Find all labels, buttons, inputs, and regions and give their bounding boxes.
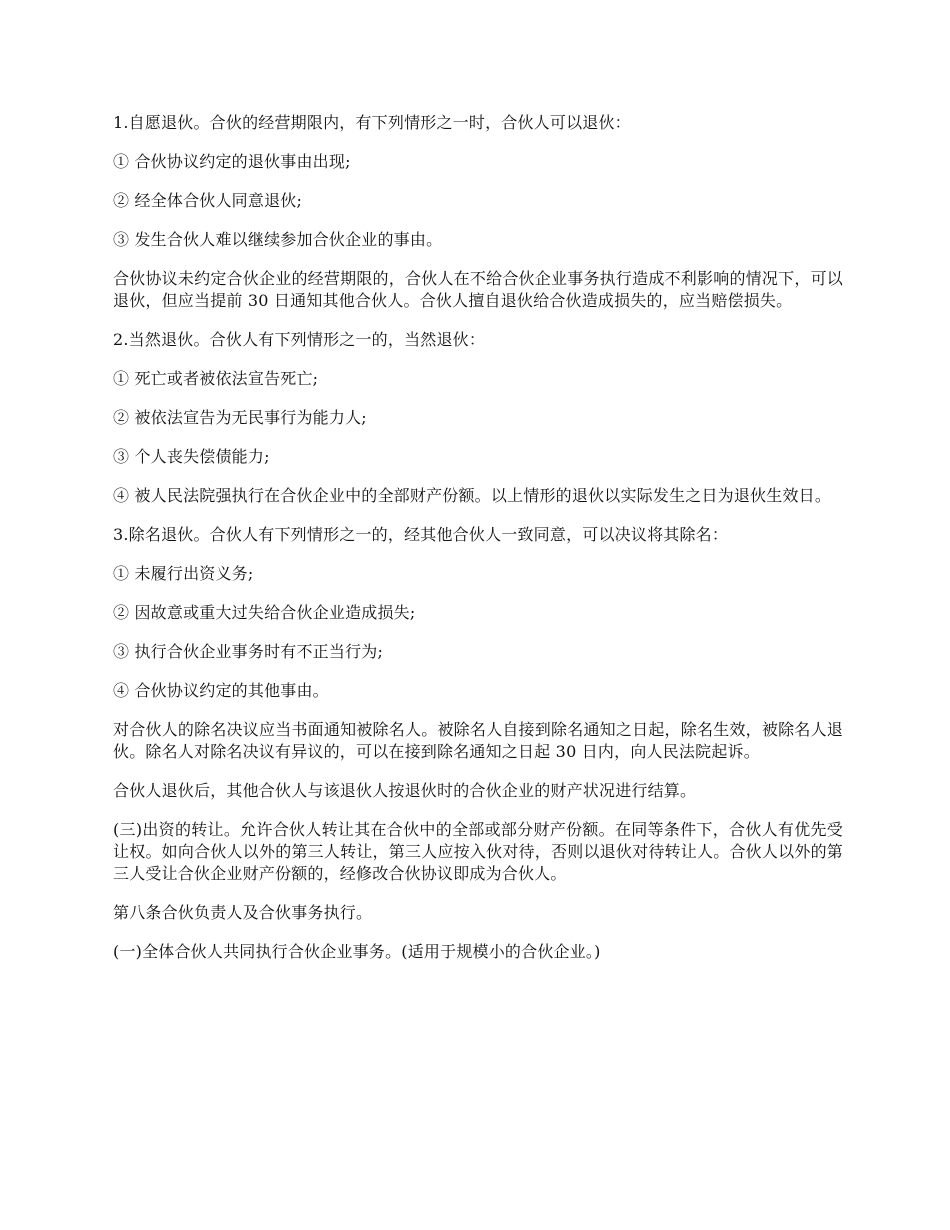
- section-heading-article-8: 第八条合伙负责人及合伙事务执行。: [113, 903, 373, 922]
- list-item: ③ 发生合伙人难以继续参加合伙企业的事由。: [113, 230, 443, 249]
- paragraph-automatic-withdrawal: 2.当然退伙。合伙人有下列情形之一的，当然退伙：: [113, 330, 486, 349]
- document-body: [113, 112, 843, 980]
- paragraph-joint-execution: (一)全体合伙人共同执行合伙企业事务。(适用于规模小的合伙企业。): [113, 942, 601, 961]
- paragraph-settlement: 合伙人退伙后，其他合伙人与该退伙人按退伙时的合伙企业的财产状况进行结算。: [113, 781, 697, 800]
- paragraph-expulsion-notice: 对合伙人的除名决议应当书面通知被除名人。被除名人自接到除名通知之日起，除名生效，被除名人退伙。除名人对除名决议有异议的，可以在接到除名通知之日起 30 日内，向人民法院起诉。: [113, 720, 843, 761]
- list-item: ③ 个人丧失偿债能力;: [113, 447, 270, 466]
- list-item: ② 因故意或重大过失给合伙企业造成损失;: [113, 603, 416, 622]
- list-item: ④ 合伙协议约定的其他事由。: [113, 681, 329, 700]
- list-item: ② 被依法宣告为无民事行为能力人;: [113, 408, 367, 427]
- paragraph-expulsion: 3.除名退伙。合伙人有下列情形之一的，经其他合伙人一致同意，可以决议将其除名：: [113, 525, 729, 544]
- paragraph-unspecified-term: 合伙协议未约定合伙企业的经营期限的，合伙人在不给合伙企业事务执行造成不利影响的情况下，可以退伙，但应当提前 30 日通知其他合伙人。合伙人擅自退伙给合伙造成损失的，应当赔偿损失。: [113, 269, 843, 310]
- list-item: ① 合伙协议约定的退伙事由出现;: [113, 152, 351, 171]
- paragraph-voluntary-withdrawal: 1.自愿退伙。合伙的经营期限内，有下列情形之一时，合伙人可以退伙：: [113, 113, 631, 132]
- list-item: ② 经全体合伙人同意退伙;: [113, 191, 303, 210]
- list-item: ③ 执行合伙企业事务时有不正当行为;: [113, 642, 384, 661]
- list-item: ④ 被人民法院强执行在合伙企业中的全部财产份额。以上情形的退伙以实际发生之日为退伙生效日。: [113, 486, 832, 505]
- paragraph-capital-transfer: (三)出资的转让。允许合伙人转让其在合伙中的全部或部分财产份额。在同等条件下，合伙人有优先受让权。如向合伙人以外的第三人转让，第三人应按入伙对待，否则以退伙对待转让人。合伙人以外的第三人受让合伙企业财产份额的，经修改合伙协议即成为合伙人。: [113, 820, 843, 883]
- list-item: ① 未履行出资义务;: [113, 564, 254, 583]
- list-item: ① 死亡或者被依法宣告死亡;: [113, 369, 319, 388]
